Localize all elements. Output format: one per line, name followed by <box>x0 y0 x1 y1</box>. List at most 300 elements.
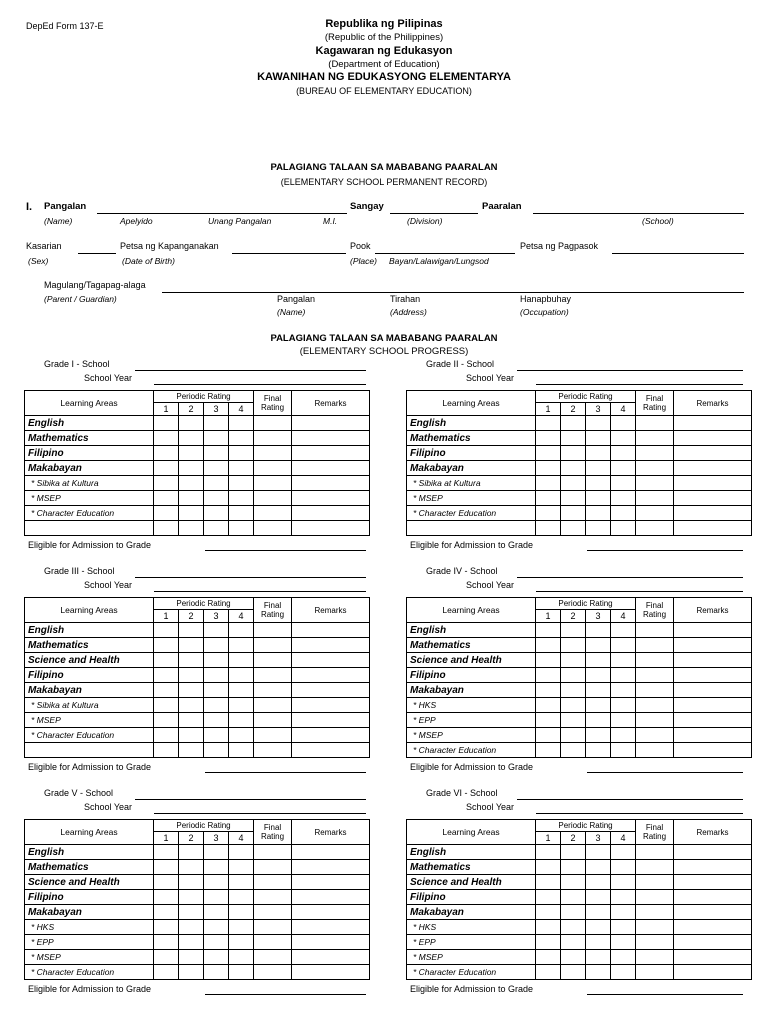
remarks-cell[interactable] <box>674 860 752 875</box>
final-rating-cell[interactable] <box>254 668 292 683</box>
period-grade-cell[interactable] <box>536 890 561 905</box>
period-grade-cell[interactable] <box>229 416 254 431</box>
period-grade-cell[interactable] <box>204 743 229 758</box>
period-grade-cell[interactable] <box>561 431 586 446</box>
remarks-cell[interactable] <box>674 920 752 935</box>
period-grade-cell[interactable] <box>229 890 254 905</box>
remarks-cell[interactable] <box>292 728 370 743</box>
remarks-cell[interactable] <box>674 905 752 920</box>
period-grade-cell[interactable] <box>561 935 586 950</box>
remarks-cell[interactable] <box>292 845 370 860</box>
final-rating-cell[interactable] <box>254 965 292 980</box>
period-grade-cell[interactable] <box>611 890 636 905</box>
eligible-field-line[interactable] <box>587 550 743 551</box>
eligible-field-line[interactable] <box>205 994 366 995</box>
period-grade-cell[interactable] <box>179 920 204 935</box>
period-grade-cell[interactable] <box>536 491 561 506</box>
final-rating-cell[interactable] <box>254 521 292 536</box>
final-rating-cell[interactable] <box>254 653 292 668</box>
final-rating-cell[interactable] <box>636 653 674 668</box>
period-grade-cell[interactable] <box>154 950 179 965</box>
remarks-cell[interactable] <box>674 431 752 446</box>
period-grade-cell[interactable] <box>611 623 636 638</box>
remarks-cell[interactable] <box>674 623 752 638</box>
period-grade-cell[interactable] <box>586 506 611 521</box>
period-grade-cell[interactable] <box>586 743 611 758</box>
period-grade-cell[interactable] <box>179 950 204 965</box>
period-grade-cell[interactable] <box>561 683 586 698</box>
sex-field-line[interactable] <box>78 253 116 254</box>
period-grade-cell[interactable] <box>154 461 179 476</box>
period-grade-cell[interactable] <box>229 935 254 950</box>
period-grade-cell[interactable] <box>561 416 586 431</box>
period-grade-cell[interactable] <box>611 905 636 920</box>
grade-school-field-line[interactable] <box>135 370 366 371</box>
period-grade-cell[interactable] <box>536 461 561 476</box>
final-rating-cell[interactable] <box>636 860 674 875</box>
period-grade-cell[interactable] <box>586 698 611 713</box>
remarks-cell[interactable] <box>674 461 752 476</box>
school-year-field-line[interactable] <box>536 591 743 592</box>
period-grade-cell[interactable] <box>611 743 636 758</box>
remarks-cell[interactable] <box>292 965 370 980</box>
remarks-cell[interactable] <box>292 446 370 461</box>
final-rating-cell[interactable] <box>636 950 674 965</box>
period-grade-cell[interactable] <box>536 875 561 890</box>
period-grade-cell[interactable] <box>154 623 179 638</box>
period-grade-cell[interactable] <box>536 713 561 728</box>
eligible-field-line[interactable] <box>205 550 366 551</box>
period-grade-cell[interactable] <box>229 920 254 935</box>
period-grade-cell[interactable] <box>561 875 586 890</box>
final-rating-cell[interactable] <box>636 965 674 980</box>
period-grade-cell[interactable] <box>561 845 586 860</box>
period-grade-cell[interactable] <box>586 890 611 905</box>
period-grade-cell[interactable] <box>154 638 179 653</box>
period-grade-cell[interactable] <box>179 860 204 875</box>
period-grade-cell[interactable] <box>154 431 179 446</box>
final-rating-cell[interactable] <box>254 491 292 506</box>
period-grade-cell[interactable] <box>229 698 254 713</box>
period-grade-cell[interactable] <box>536 950 561 965</box>
period-grade-cell[interactable] <box>204 845 229 860</box>
remarks-cell[interactable] <box>292 521 370 536</box>
remarks-cell[interactable] <box>674 491 752 506</box>
remarks-cell[interactable] <box>292 491 370 506</box>
period-grade-cell[interactable] <box>179 890 204 905</box>
final-rating-cell[interactable] <box>254 890 292 905</box>
remarks-cell[interactable] <box>292 683 370 698</box>
final-rating-cell[interactable] <box>254 905 292 920</box>
final-rating-cell[interactable] <box>254 506 292 521</box>
grade-school-field-line[interactable] <box>517 799 743 800</box>
period-grade-cell[interactable] <box>536 845 561 860</box>
remarks-cell[interactable] <box>674 890 752 905</box>
final-rating-cell[interactable] <box>254 683 292 698</box>
remarks-cell[interactable] <box>292 623 370 638</box>
period-grade-cell[interactable] <box>179 875 204 890</box>
final-rating-cell[interactable] <box>254 461 292 476</box>
remarks-cell[interactable] <box>292 860 370 875</box>
period-grade-cell[interactable] <box>204 668 229 683</box>
remarks-cell[interactable] <box>292 698 370 713</box>
final-rating-cell[interactable] <box>254 950 292 965</box>
final-rating-cell[interactable] <box>636 506 674 521</box>
grade-school-field-line[interactable] <box>135 799 366 800</box>
grade-school-field-line[interactable] <box>517 577 743 578</box>
period-grade-cell[interactable] <box>154 935 179 950</box>
period-grade-cell[interactable] <box>586 638 611 653</box>
period-grade-cell[interactable] <box>204 935 229 950</box>
period-grade-cell[interactable] <box>204 890 229 905</box>
period-grade-cell[interactable] <box>586 950 611 965</box>
period-grade-cell[interactable] <box>179 491 204 506</box>
period-grade-cell[interactable] <box>204 728 229 743</box>
period-grade-cell[interactable] <box>154 476 179 491</box>
period-grade-cell[interactable] <box>229 446 254 461</box>
period-grade-cell[interactable] <box>204 920 229 935</box>
period-grade-cell[interactable] <box>586 728 611 743</box>
remarks-cell[interactable] <box>674 668 752 683</box>
period-grade-cell[interactable] <box>561 521 586 536</box>
final-rating-cell[interactable] <box>636 728 674 743</box>
period-grade-cell[interactable] <box>204 638 229 653</box>
period-grade-cell[interactable] <box>179 446 204 461</box>
final-rating-cell[interactable] <box>254 431 292 446</box>
period-grade-cell[interactable] <box>586 623 611 638</box>
period-grade-cell[interactable] <box>536 431 561 446</box>
remarks-cell[interactable] <box>292 668 370 683</box>
period-grade-cell[interactable] <box>229 653 254 668</box>
period-grade-cell[interactable] <box>536 416 561 431</box>
period-grade-cell[interactable] <box>586 905 611 920</box>
period-grade-cell[interactable] <box>179 728 204 743</box>
period-grade-cell[interactable] <box>586 446 611 461</box>
period-grade-cell[interactable] <box>586 875 611 890</box>
period-grade-cell[interactable] <box>154 653 179 668</box>
final-rating-cell[interactable] <box>636 875 674 890</box>
period-grade-cell[interactable] <box>561 713 586 728</box>
final-rating-cell[interactable] <box>254 416 292 431</box>
period-grade-cell[interactable] <box>154 905 179 920</box>
remarks-cell[interactable] <box>674 965 752 980</box>
period-grade-cell[interactable] <box>229 860 254 875</box>
period-grade-cell[interactable] <box>154 446 179 461</box>
period-grade-cell[interactable] <box>536 653 561 668</box>
period-grade-cell[interactable] <box>561 623 586 638</box>
period-grade-cell[interactable] <box>204 950 229 965</box>
final-rating-cell[interactable] <box>636 416 674 431</box>
period-grade-cell[interactable] <box>204 491 229 506</box>
period-grade-cell[interactable] <box>154 890 179 905</box>
period-grade-cell[interactable] <box>586 965 611 980</box>
period-grade-cell[interactable] <box>154 845 179 860</box>
period-grade-cell[interactable] <box>536 965 561 980</box>
period-grade-cell[interactable] <box>154 668 179 683</box>
period-grade-cell[interactable] <box>611 431 636 446</box>
period-grade-cell[interactable] <box>611 935 636 950</box>
school-year-field-line[interactable] <box>536 813 743 814</box>
period-grade-cell[interactable] <box>561 860 586 875</box>
period-grade-cell[interactable] <box>229 905 254 920</box>
period-grade-cell[interactable] <box>561 461 586 476</box>
period-grade-cell[interactable] <box>586 668 611 683</box>
period-grade-cell[interactable] <box>179 461 204 476</box>
period-grade-cell[interactable] <box>611 653 636 668</box>
period-grade-cell[interactable] <box>611 728 636 743</box>
period-grade-cell[interactable] <box>561 698 586 713</box>
dob-field-line[interactable] <box>232 253 346 254</box>
period-grade-cell[interactable] <box>229 491 254 506</box>
period-grade-cell[interactable] <box>204 446 229 461</box>
period-grade-cell[interactable] <box>204 461 229 476</box>
remarks-cell[interactable] <box>674 638 752 653</box>
period-grade-cell[interactable] <box>536 920 561 935</box>
remarks-cell[interactable] <box>674 683 752 698</box>
eligible-field-line[interactable] <box>205 772 366 773</box>
period-grade-cell[interactable] <box>154 416 179 431</box>
school-year-field-line[interactable] <box>154 591 366 592</box>
remarks-cell[interactable] <box>292 416 370 431</box>
period-grade-cell[interactable] <box>154 743 179 758</box>
final-rating-cell[interactable] <box>254 728 292 743</box>
period-grade-cell[interactable] <box>611 920 636 935</box>
period-grade-cell[interactable] <box>179 713 204 728</box>
period-grade-cell[interactable] <box>611 491 636 506</box>
remarks-cell[interactable] <box>674 950 752 965</box>
period-grade-cell[interactable] <box>154 965 179 980</box>
remarks-cell[interactable] <box>292 935 370 950</box>
period-grade-cell[interactable] <box>536 698 561 713</box>
final-rating-cell[interactable] <box>254 935 292 950</box>
final-rating-cell[interactable] <box>636 845 674 860</box>
period-grade-cell[interactable] <box>536 446 561 461</box>
period-grade-cell[interactable] <box>229 950 254 965</box>
period-grade-cell[interactable] <box>561 638 586 653</box>
period-grade-cell[interactable] <box>536 623 561 638</box>
period-grade-cell[interactable] <box>561 653 586 668</box>
period-grade-cell[interactable] <box>229 638 254 653</box>
period-grade-cell[interactable] <box>229 461 254 476</box>
period-grade-cell[interactable] <box>179 905 204 920</box>
period-grade-cell[interactable] <box>586 683 611 698</box>
period-grade-cell[interactable] <box>229 521 254 536</box>
period-grade-cell[interactable] <box>586 920 611 935</box>
final-rating-cell[interactable] <box>636 446 674 461</box>
period-grade-cell[interactable] <box>611 950 636 965</box>
period-grade-cell[interactable] <box>586 521 611 536</box>
period-grade-cell[interactable] <box>154 521 179 536</box>
remarks-cell[interactable] <box>674 935 752 950</box>
remarks-cell[interactable] <box>674 521 752 536</box>
period-grade-cell[interactable] <box>561 728 586 743</box>
remarks-cell[interactable] <box>292 431 370 446</box>
period-grade-cell[interactable] <box>561 506 586 521</box>
period-grade-cell[interactable] <box>536 905 561 920</box>
period-grade-cell[interactable] <box>179 416 204 431</box>
period-grade-cell[interactable] <box>586 491 611 506</box>
period-grade-cell[interactable] <box>561 965 586 980</box>
remarks-cell[interactable] <box>674 875 752 890</box>
final-rating-cell[interactable] <box>636 461 674 476</box>
period-grade-cell[interactable] <box>179 668 204 683</box>
final-rating-cell[interactable] <box>254 743 292 758</box>
period-grade-cell[interactable] <box>204 905 229 920</box>
period-grade-cell[interactable] <box>179 965 204 980</box>
final-rating-cell[interactable] <box>636 743 674 758</box>
remarks-cell[interactable] <box>292 950 370 965</box>
period-grade-cell[interactable] <box>229 683 254 698</box>
period-grade-cell[interactable] <box>204 653 229 668</box>
period-grade-cell[interactable] <box>611 965 636 980</box>
remarks-cell[interactable] <box>674 713 752 728</box>
period-grade-cell[interactable] <box>179 638 204 653</box>
period-grade-cell[interactable] <box>154 920 179 935</box>
period-grade-cell[interactable] <box>204 683 229 698</box>
period-grade-cell[interactable] <box>536 935 561 950</box>
entry-date-field-line[interactable] <box>612 253 744 254</box>
period-grade-cell[interactable] <box>586 713 611 728</box>
grade-school-field-line[interactable] <box>517 370 743 371</box>
period-grade-cell[interactable] <box>586 476 611 491</box>
period-grade-cell[interactable] <box>611 446 636 461</box>
remarks-cell[interactable] <box>674 416 752 431</box>
remarks-cell[interactable] <box>292 461 370 476</box>
period-grade-cell[interactable] <box>179 743 204 758</box>
grade-school-field-line[interactable] <box>135 577 366 578</box>
school-year-field-line[interactable] <box>536 384 743 385</box>
period-grade-cell[interactable] <box>611 698 636 713</box>
period-grade-cell[interactable] <box>229 506 254 521</box>
period-grade-cell[interactable] <box>586 653 611 668</box>
final-rating-cell[interactable] <box>636 920 674 935</box>
period-grade-cell[interactable] <box>179 683 204 698</box>
remarks-cell[interactable] <box>292 743 370 758</box>
period-grade-cell[interactable] <box>204 416 229 431</box>
period-grade-cell[interactable] <box>611 683 636 698</box>
period-grade-cell[interactable] <box>536 506 561 521</box>
period-grade-cell[interactable] <box>611 668 636 683</box>
final-rating-cell[interactable] <box>254 713 292 728</box>
eligible-field-line[interactable] <box>587 772 743 773</box>
eligible-field-line[interactable] <box>587 994 743 995</box>
final-rating-cell[interactable] <box>254 845 292 860</box>
period-grade-cell[interactable] <box>586 416 611 431</box>
period-grade-cell[interactable] <box>561 491 586 506</box>
period-grade-cell[interactable] <box>204 476 229 491</box>
period-grade-cell[interactable] <box>611 875 636 890</box>
period-grade-cell[interactable] <box>611 521 636 536</box>
period-grade-cell[interactable] <box>536 668 561 683</box>
final-rating-cell[interactable] <box>254 446 292 461</box>
place-field-line[interactable] <box>375 253 515 254</box>
final-rating-cell[interactable] <box>254 920 292 935</box>
period-grade-cell[interactable] <box>536 728 561 743</box>
final-rating-cell[interactable] <box>636 476 674 491</box>
final-rating-cell[interactable] <box>636 668 674 683</box>
period-grade-cell[interactable] <box>229 476 254 491</box>
period-grade-cell[interactable] <box>611 476 636 491</box>
period-grade-cell[interactable] <box>204 965 229 980</box>
period-grade-cell[interactable] <box>611 713 636 728</box>
period-grade-cell[interactable] <box>229 875 254 890</box>
period-grade-cell[interactable] <box>586 431 611 446</box>
period-grade-cell[interactable] <box>586 845 611 860</box>
period-grade-cell[interactable] <box>536 683 561 698</box>
period-grade-cell[interactable] <box>611 845 636 860</box>
period-grade-cell[interactable] <box>179 476 204 491</box>
final-rating-cell[interactable] <box>636 491 674 506</box>
period-grade-cell[interactable] <box>611 416 636 431</box>
period-grade-cell[interactable] <box>154 491 179 506</box>
final-rating-cell[interactable] <box>636 638 674 653</box>
remarks-cell[interactable] <box>292 875 370 890</box>
period-grade-cell[interactable] <box>154 506 179 521</box>
remarks-cell[interactable] <box>292 638 370 653</box>
period-grade-cell[interactable] <box>586 935 611 950</box>
period-grade-cell[interactable] <box>179 935 204 950</box>
remarks-cell[interactable] <box>292 713 370 728</box>
name-field-line[interactable] <box>97 213 347 214</box>
period-grade-cell[interactable] <box>536 521 561 536</box>
final-rating-cell[interactable] <box>636 431 674 446</box>
period-grade-cell[interactable] <box>229 668 254 683</box>
period-grade-cell[interactable] <box>536 476 561 491</box>
period-grade-cell[interactable] <box>154 875 179 890</box>
remarks-cell[interactable] <box>674 506 752 521</box>
period-grade-cell[interactable] <box>154 728 179 743</box>
period-grade-cell[interactable] <box>179 845 204 860</box>
remarks-cell[interactable] <box>674 698 752 713</box>
period-grade-cell[interactable] <box>179 431 204 446</box>
period-grade-cell[interactable] <box>179 506 204 521</box>
period-grade-cell[interactable] <box>204 875 229 890</box>
period-grade-cell[interactable] <box>204 698 229 713</box>
remarks-cell[interactable] <box>292 506 370 521</box>
final-rating-cell[interactable] <box>636 683 674 698</box>
period-grade-cell[interactable] <box>586 860 611 875</box>
period-grade-cell[interactable] <box>611 461 636 476</box>
final-rating-cell[interactable] <box>636 623 674 638</box>
period-grade-cell[interactable] <box>204 431 229 446</box>
remarks-cell[interactable] <box>674 446 752 461</box>
final-rating-cell[interactable] <box>254 875 292 890</box>
period-grade-cell[interactable] <box>179 653 204 668</box>
period-grade-cell[interactable] <box>154 713 179 728</box>
period-grade-cell[interactable] <box>154 860 179 875</box>
division-field-line[interactable] <box>390 213 478 214</box>
period-grade-cell[interactable] <box>229 713 254 728</box>
remarks-cell[interactable] <box>292 920 370 935</box>
final-rating-cell[interactable] <box>254 638 292 653</box>
period-grade-cell[interactable] <box>561 905 586 920</box>
period-grade-cell[interactable] <box>561 950 586 965</box>
remarks-cell[interactable] <box>292 653 370 668</box>
period-grade-cell[interactable] <box>229 965 254 980</box>
period-grade-cell[interactable] <box>561 476 586 491</box>
period-grade-cell[interactable] <box>561 920 586 935</box>
period-grade-cell[interactable] <box>536 638 561 653</box>
period-grade-cell[interactable] <box>179 623 204 638</box>
final-rating-cell[interactable] <box>636 713 674 728</box>
final-rating-cell[interactable] <box>636 698 674 713</box>
final-rating-cell[interactable] <box>254 698 292 713</box>
final-rating-cell[interactable] <box>254 476 292 491</box>
period-grade-cell[interactable] <box>204 521 229 536</box>
period-grade-cell[interactable] <box>154 683 179 698</box>
school-year-field-line[interactable] <box>154 384 366 385</box>
final-rating-cell[interactable] <box>636 905 674 920</box>
